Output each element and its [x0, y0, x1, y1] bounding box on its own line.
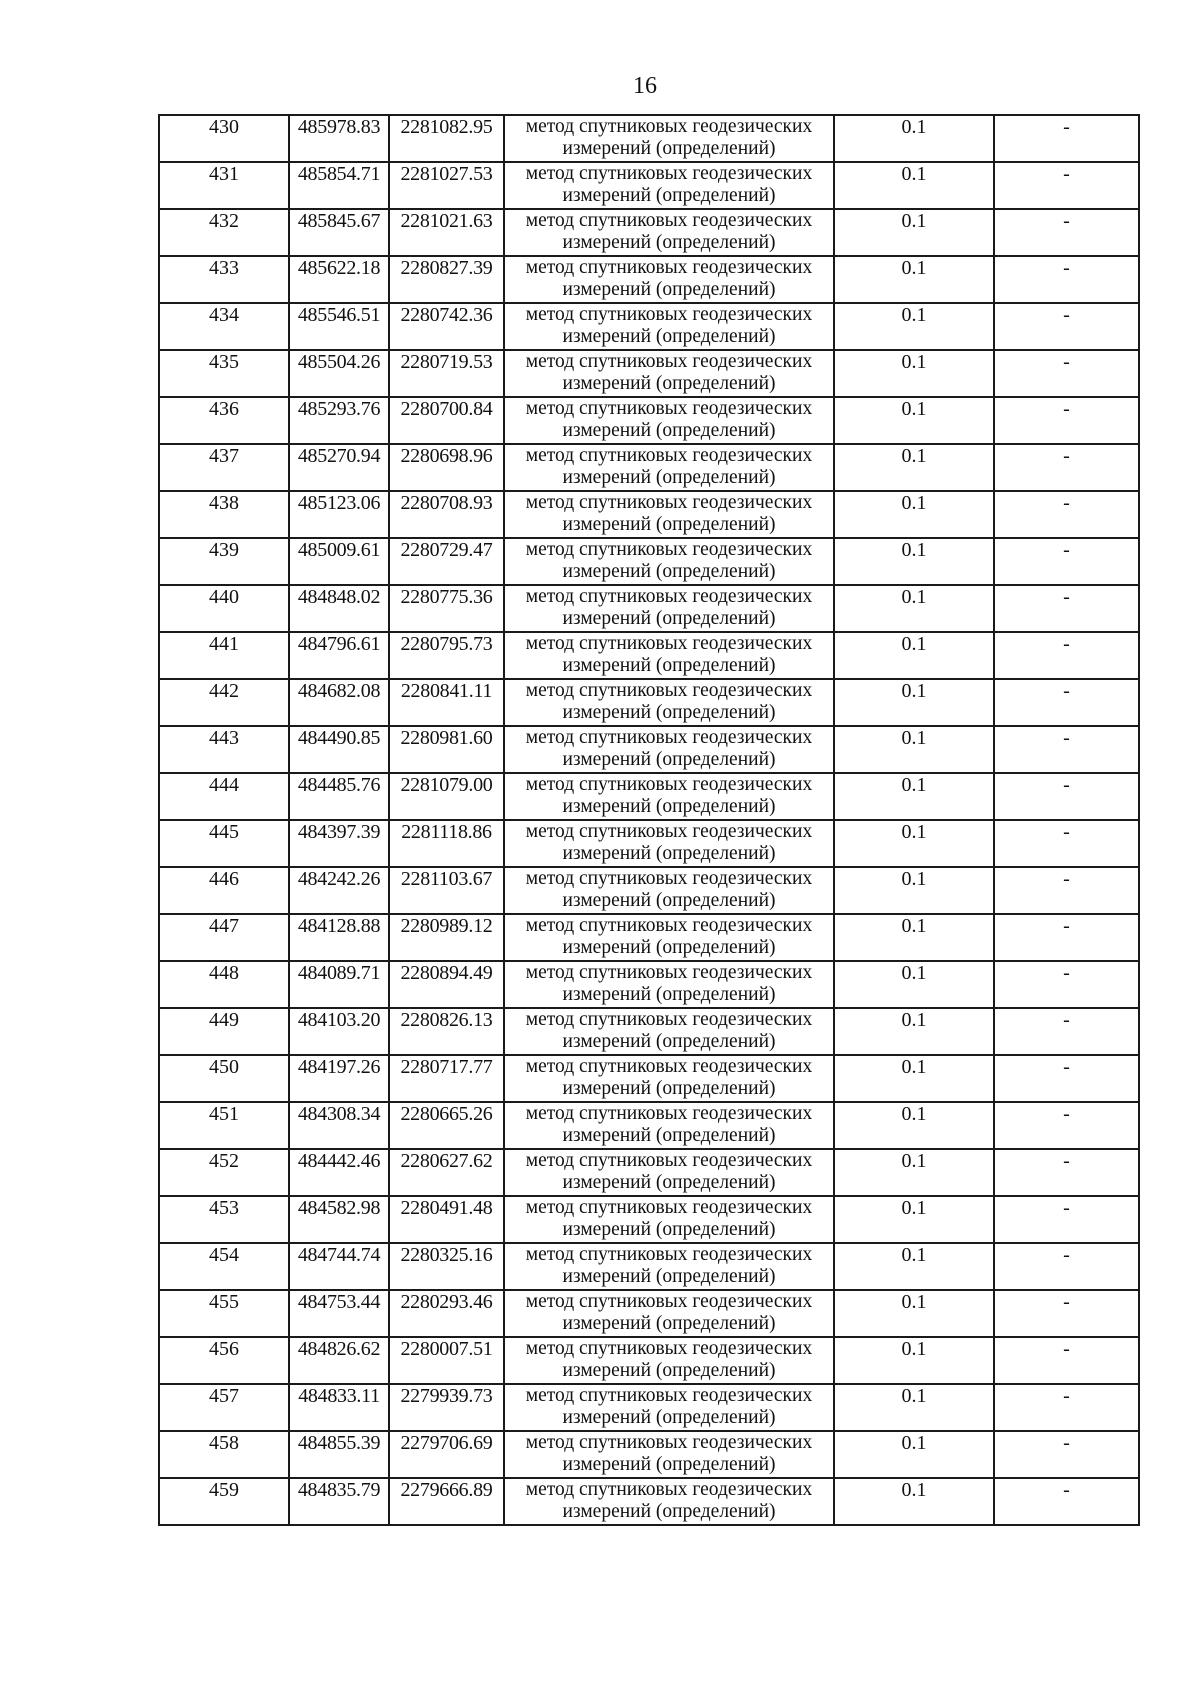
table-row [159, 115, 1139, 162]
x-coordinate-cell: 484682.08 [289, 679, 389, 726]
x-coordinate-cell: 484442.46 [289, 1149, 389, 1196]
accuracy-cell: 0.1 [834, 1149, 994, 1196]
x-coordinate-cell: 485293.76 [289, 397, 389, 444]
point-number-cell: 456 [159, 1337, 289, 1384]
accuracy-cell: 0.1 [834, 1196, 994, 1243]
point-number-cell: 447 [159, 914, 289, 961]
method-cell: метод спутниковых геодезических измерений (определений) [504, 961, 834, 1008]
y-coordinate-cell: 2280491.48 [389, 1196, 504, 1243]
point-number-cell: 454 [159, 1243, 289, 1290]
accuracy-cell: 0.1 [834, 1431, 994, 1478]
method-cell: метод спутниковых геодезических измерений (определений) [504, 303, 834, 350]
point-number-cell: 443 [159, 726, 289, 773]
y-coordinate-cell: 2280325.16 [389, 1243, 504, 1290]
y-coordinate-cell: 2280775.36 [389, 585, 504, 632]
accuracy-cell: 0.1 [834, 585, 994, 632]
table-row [159, 1243, 1139, 1290]
y-coordinate-cell: 2279666.89 [389, 1478, 504, 1525]
method-cell: метод спутниковых геодезических измерений (определений) [504, 1337, 834, 1384]
table-row [159, 1055, 1139, 1102]
accuracy-cell: 0.1 [834, 1008, 994, 1055]
description-cell: - [994, 1055, 1139, 1102]
description-cell: - [994, 1149, 1139, 1196]
table-row [159, 773, 1139, 820]
accuracy-cell: 0.1 [834, 820, 994, 867]
point-number-cell: 432 [159, 209, 289, 256]
method-cell: метод спутниковых геодезических измерений (определений) [504, 491, 834, 538]
y-coordinate-cell: 2279939.73 [389, 1384, 504, 1431]
method-cell: метод спутниковых геодезических измерений (определений) [504, 679, 834, 726]
description-cell: - [994, 632, 1139, 679]
description-cell: - [994, 1196, 1139, 1243]
point-number-cell: 440 [159, 585, 289, 632]
table-row [159, 491, 1139, 538]
point-number-cell: 436 [159, 397, 289, 444]
point-number-cell: 450 [159, 1055, 289, 1102]
method-cell: метод спутниковых геодезических измерений (определений) [504, 538, 834, 585]
x-coordinate-cell: 484103.20 [289, 1008, 389, 1055]
y-coordinate-cell: 2281079.00 [389, 773, 504, 820]
y-coordinate-cell: 2280627.62 [389, 1149, 504, 1196]
method-cell: метод спутниковых геодезических измерений (определений) [504, 350, 834, 397]
point-number-cell: 439 [159, 538, 289, 585]
table-row [159, 350, 1139, 397]
table-row [159, 1384, 1139, 1431]
point-number-cell: 448 [159, 961, 289, 1008]
table-row [159, 1008, 1139, 1055]
y-coordinate-cell: 2280989.12 [389, 914, 504, 961]
method-cell: метод спутниковых геодезических измерений (определений) [504, 256, 834, 303]
method-cell: метод спутниковых геодезических измерений (определений) [504, 773, 834, 820]
y-coordinate-cell: 2280698.96 [389, 444, 504, 491]
accuracy-cell: 0.1 [834, 1478, 994, 1525]
y-coordinate-cell: 2281027.53 [389, 162, 504, 209]
description-cell: - [994, 585, 1139, 632]
point-number-cell: 434 [159, 303, 289, 350]
point-number-cell: 430 [159, 115, 289, 162]
x-coordinate-cell: 484855.39 [289, 1431, 389, 1478]
description-cell: - [994, 1337, 1139, 1384]
y-coordinate-cell: 2280742.36 [389, 303, 504, 350]
y-coordinate-cell: 2281118.86 [389, 820, 504, 867]
table-row [159, 1149, 1139, 1196]
table-row [159, 209, 1139, 256]
point-number-cell: 441 [159, 632, 289, 679]
table-row [159, 162, 1139, 209]
y-coordinate-cell: 2280700.84 [389, 397, 504, 444]
x-coordinate-cell: 484835.79 [289, 1478, 389, 1525]
table-row [159, 585, 1139, 632]
description-cell: - [994, 397, 1139, 444]
point-number-cell: 433 [159, 256, 289, 303]
method-cell: метод спутниковых геодезических измерений (определений) [504, 820, 834, 867]
point-number-cell: 438 [159, 491, 289, 538]
accuracy-cell: 0.1 [834, 1337, 994, 1384]
method-cell: метод спутниковых геодезических измерений (определений) [504, 1055, 834, 1102]
point-number-cell: 444 [159, 773, 289, 820]
point-number-cell: 435 [159, 350, 289, 397]
accuracy-cell: 0.1 [834, 1290, 994, 1337]
x-coordinate-cell: 484128.88 [289, 914, 389, 961]
point-number-cell: 449 [159, 1008, 289, 1055]
y-coordinate-cell: 2280827.39 [389, 256, 504, 303]
x-coordinate-cell: 484753.44 [289, 1290, 389, 1337]
point-number-cell: 442 [159, 679, 289, 726]
accuracy-cell: 0.1 [834, 632, 994, 679]
y-coordinate-cell: 2280795.73 [389, 632, 504, 679]
y-coordinate-cell: 2280293.46 [389, 1290, 504, 1337]
x-coordinate-cell: 485123.06 [289, 491, 389, 538]
description-cell: - [994, 303, 1139, 350]
accuracy-cell: 0.1 [834, 162, 994, 209]
table-row [159, 1478, 1139, 1525]
method-cell: метод спутниковых геодезических измерений (определений) [504, 1243, 834, 1290]
accuracy-cell: 0.1 [834, 726, 994, 773]
x-coordinate-cell: 484242.26 [289, 867, 389, 914]
method-cell: метод спутниковых геодезических измерений (определений) [504, 1431, 834, 1478]
y-coordinate-cell: 2280717.77 [389, 1055, 504, 1102]
coordinates-table-body [159, 115, 1139, 1525]
x-coordinate-cell: 485978.83 [289, 115, 389, 162]
method-cell: метод спутниковых геодезических измерений (определений) [504, 1478, 834, 1525]
table-row [159, 961, 1139, 1008]
accuracy-cell: 0.1 [834, 867, 994, 914]
accuracy-cell: 0.1 [834, 538, 994, 585]
table-row [159, 1431, 1139, 1478]
accuracy-cell: 0.1 [834, 1384, 994, 1431]
accuracy-cell: 0.1 [834, 397, 994, 444]
method-cell: метод спутниковых геодезических измерений (определений) [504, 209, 834, 256]
description-cell: - [994, 1102, 1139, 1149]
table-row [159, 820, 1139, 867]
description-cell: - [994, 1431, 1139, 1478]
y-coordinate-cell: 2280007.51 [389, 1337, 504, 1384]
description-cell: - [994, 209, 1139, 256]
x-coordinate-cell: 484397.39 [289, 820, 389, 867]
accuracy-cell: 0.1 [834, 303, 994, 350]
description-cell: - [994, 1478, 1139, 1525]
table-row [159, 1196, 1139, 1243]
x-coordinate-cell: 484197.26 [289, 1055, 389, 1102]
point-number-cell: 445 [159, 820, 289, 867]
point-number-cell: 452 [159, 1149, 289, 1196]
accuracy-cell: 0.1 [834, 115, 994, 162]
description-cell: - [994, 1290, 1139, 1337]
table-row [159, 1337, 1139, 1384]
description-cell: - [994, 961, 1139, 1008]
point-number-cell: 451 [159, 1102, 289, 1149]
table-row [159, 397, 1139, 444]
point-number-cell: 446 [159, 867, 289, 914]
description-cell: - [994, 1384, 1139, 1431]
point-number-cell: 431 [159, 162, 289, 209]
table-row [159, 1290, 1139, 1337]
page-number: 16 [633, 73, 657, 99]
table-row [159, 867, 1139, 914]
x-coordinate-cell: 484796.61 [289, 632, 389, 679]
x-coordinate-cell: 485854.71 [289, 162, 389, 209]
description-cell: - [994, 820, 1139, 867]
accuracy-cell: 0.1 [834, 679, 994, 726]
method-cell: метод спутниковых геодезических измерений (определений) [504, 867, 834, 914]
method-cell: метод спутниковых геодезических измерений (определений) [504, 1149, 834, 1196]
y-coordinate-cell: 2280729.47 [389, 538, 504, 585]
x-coordinate-cell: 485504.26 [289, 350, 389, 397]
accuracy-cell: 0.1 [834, 256, 994, 303]
x-coordinate-cell: 485009.61 [289, 538, 389, 585]
y-coordinate-cell: 2281021.63 [389, 209, 504, 256]
method-cell: метод спутниковых геодезических измерений (определений) [504, 1008, 834, 1055]
description-cell: - [994, 679, 1139, 726]
method-cell: метод спутниковых геодезических измерений (определений) [504, 1196, 834, 1243]
y-coordinate-cell: 2280841.11 [389, 679, 504, 726]
method-cell: метод спутниковых геодезических измерений (определений) [504, 115, 834, 162]
accuracy-cell: 0.1 [834, 914, 994, 961]
description-cell: - [994, 1243, 1139, 1290]
method-cell: метод спутниковых геодезических измерений (определений) [504, 585, 834, 632]
coordinates-table [158, 114, 1140, 1526]
y-coordinate-cell: 2280826.13 [389, 1008, 504, 1055]
point-number-cell: 459 [159, 1478, 289, 1525]
table-row [159, 303, 1139, 350]
description-cell: - [994, 538, 1139, 585]
accuracy-cell: 0.1 [834, 491, 994, 538]
method-cell: метод спутниковых геодезических измерений (определений) [504, 914, 834, 961]
x-coordinate-cell: 485270.94 [289, 444, 389, 491]
y-coordinate-cell: 2280665.26 [389, 1102, 504, 1149]
table-row [159, 914, 1139, 961]
x-coordinate-cell: 485546.51 [289, 303, 389, 350]
description-cell: - [994, 350, 1139, 397]
y-coordinate-cell: 2281082.95 [389, 115, 504, 162]
x-coordinate-cell: 484826.62 [289, 1337, 389, 1384]
description-cell: - [994, 162, 1139, 209]
accuracy-cell: 0.1 [834, 961, 994, 1008]
accuracy-cell: 0.1 [834, 444, 994, 491]
accuracy-cell: 0.1 [834, 1243, 994, 1290]
x-coordinate-cell: 484485.76 [289, 773, 389, 820]
method-cell: метод спутниковых геодезических измерений (определений) [504, 162, 834, 209]
table-row [159, 538, 1139, 585]
table-row [159, 679, 1139, 726]
method-cell: метод спутниковых геодезических измерений (определений) [504, 1290, 834, 1337]
description-cell: - [994, 773, 1139, 820]
method-cell: метод спутниковых геодезических измерений (определений) [504, 632, 834, 679]
method-cell: метод спутниковых геодезических измерений (определений) [504, 397, 834, 444]
y-coordinate-cell: 2279706.69 [389, 1431, 504, 1478]
method-cell: метод спутниковых геодезических измерений (определений) [504, 726, 834, 773]
description-cell: - [994, 726, 1139, 773]
point-number-cell: 457 [159, 1384, 289, 1431]
x-coordinate-cell: 484490.85 [289, 726, 389, 773]
point-number-cell: 455 [159, 1290, 289, 1337]
description-cell: - [994, 256, 1139, 303]
method-cell: метод спутниковых геодезических измерений (определений) [504, 1384, 834, 1431]
description-cell: - [994, 1008, 1139, 1055]
description-cell: - [994, 867, 1139, 914]
point-number-cell: 458 [159, 1431, 289, 1478]
x-coordinate-cell: 484582.98 [289, 1196, 389, 1243]
accuracy-cell: 0.1 [834, 350, 994, 397]
description-cell: - [994, 491, 1139, 538]
description-cell: - [994, 115, 1139, 162]
table-row [159, 632, 1139, 679]
accuracy-cell: 0.1 [834, 1102, 994, 1149]
y-coordinate-cell: 2280719.53 [389, 350, 504, 397]
description-cell: - [994, 444, 1139, 491]
table-row [159, 444, 1139, 491]
x-coordinate-cell: 485622.18 [289, 256, 389, 303]
x-coordinate-cell: 484848.02 [289, 585, 389, 632]
point-number-cell: 453 [159, 1196, 289, 1243]
y-coordinate-cell: 2280708.93 [389, 491, 504, 538]
x-coordinate-cell: 484744.74 [289, 1243, 389, 1290]
description-cell: - [994, 914, 1139, 961]
y-coordinate-cell: 2280981.60 [389, 726, 504, 773]
y-coordinate-cell: 2280894.49 [389, 961, 504, 1008]
x-coordinate-cell: 485845.67 [289, 209, 389, 256]
x-coordinate-cell: 484089.71 [289, 961, 389, 1008]
table-row [159, 726, 1139, 773]
table-row [159, 1102, 1139, 1149]
accuracy-cell: 0.1 [834, 209, 994, 256]
method-cell: метод спутниковых геодезических измерений (определений) [504, 1102, 834, 1149]
accuracy-cell: 0.1 [834, 773, 994, 820]
table-row [159, 256, 1139, 303]
x-coordinate-cell: 484833.11 [289, 1384, 389, 1431]
y-coordinate-cell: 2281103.67 [389, 867, 504, 914]
x-coordinate-cell: 484308.34 [289, 1102, 389, 1149]
point-number-cell: 437 [159, 444, 289, 491]
method-cell: метод спутниковых геодезических измерений (определений) [504, 444, 834, 491]
accuracy-cell: 0.1 [834, 1055, 994, 1102]
